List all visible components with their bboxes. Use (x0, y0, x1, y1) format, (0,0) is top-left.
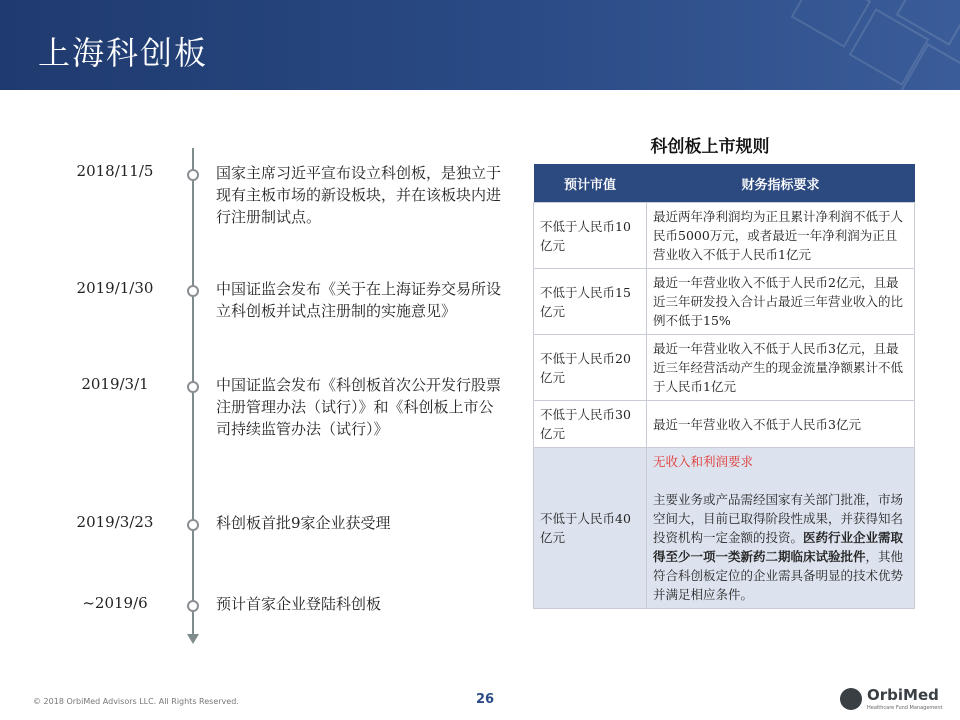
table-title: 科创板上市规则 (650, 137, 770, 157)
timeline-date: 2019/3/23 (76, 513, 154, 531)
column-header: 预计市值 (534, 164, 647, 203)
header-banner (0, 0, 960, 90)
requirement-text (653, 490, 908, 604)
market-cap-cell: 不低于人民币40亿元 (534, 448, 647, 609)
page-number: 26 (475, 692, 495, 707)
market-cap-cell: 不低于人民币10亿元 (534, 203, 647, 269)
timeline-text: 中国证监会发布《关于在上海证券交易所设立科创板并试点注册制的实施意见》 (216, 280, 502, 320)
listing-rules-table (533, 164, 915, 609)
table-header-row (534, 164, 915, 203)
requirement-text-bold: 医药行业企业需取得至少一项一类新药二期临床试验批件 (653, 530, 904, 564)
requirement-cell: 最近一年营业收入不低于人民币3亿元 (647, 401, 915, 448)
timeline-date: ~2019/6 (82, 594, 148, 612)
requirement-cell: 最近一年营业收入不低于人民币2亿元，且最近三年研发投入合计占最近三年营业收入的比例不低于15% (647, 269, 915, 335)
timeline-text: 中国证监会发布《科创板首次公开发行股票注册管理办法（试行）》和《科创板上市公司持续监管办法（试行）》 (216, 376, 502, 438)
timeline-date: 2018/11/5 (76, 162, 154, 180)
requirement-cell: 最近一年营业收入不低于人民币3亿元，且最近三年经营活动产生的现金流量净额累计不低于人民币1亿元 (647, 335, 915, 401)
requirement-text-a: 主要业务或产品需经国家有关部门批准，市场空间大，目前已取得阶段性成果，并获得知名投资机构一定金额的投资。 (653, 492, 904, 545)
table-row (534, 269, 915, 335)
market-cap-cell: 不低于人民币30亿元 (534, 401, 647, 448)
requirement-cell (647, 448, 915, 609)
logo-name: OrbiMed (867, 686, 939, 704)
timeline-dot-icon (187, 169, 199, 181)
table-row (534, 401, 915, 448)
copyright-text: © 2018 OrbiMed Advisors LLC. All Rights Reserved. (33, 697, 239, 706)
timeline-dot-icon (187, 285, 199, 297)
timeline-arrow-icon (187, 634, 199, 644)
timeline-text: 国家主席习近平宣布设立科创板，是独立于现有主板市场的新设板块，并在该板块内进行注册制试点。 (216, 164, 502, 226)
market-cap-cell: 不低于人民币15亿元 (534, 269, 647, 335)
timeline-text: 预计首家企业登陆科创板 (216, 595, 382, 613)
slide-title: 上海科创板 (38, 34, 209, 72)
table-row (534, 448, 915, 609)
table-row (534, 335, 915, 401)
globe-icon (840, 688, 862, 710)
logo-tagline: Healthcare Fund Management (867, 705, 943, 711)
timeline-date: 2019/3/1 (81, 375, 149, 393)
timeline-dot-icon (187, 600, 199, 612)
requirement-text-c: ，其他符合科创板定位的企业需具备明显的技术优势并满足相应条件。 (653, 549, 904, 602)
table-row (534, 203, 915, 269)
timeline-date: 2019/1/30 (76, 279, 154, 297)
timeline-axis (192, 148, 194, 638)
requirement-cell: 最近两年净利润均为正且累计净利润不低于人民币5000万元，或者最近一年净利润为正且营业收入不低于人民币1亿元 (647, 203, 915, 269)
column-header: 财务指标要求 (647, 164, 915, 203)
timeline-dot-icon (187, 381, 199, 393)
timeline-text: 科创板首批9家企业获受理 (216, 514, 391, 532)
timeline-dot-icon (187, 519, 199, 531)
market-cap-cell: 不低于人民币20亿元 (534, 335, 647, 401)
no-revenue-note: 无收入和利润要求 (653, 454, 754, 469)
orbimed-logo (840, 686, 950, 714)
